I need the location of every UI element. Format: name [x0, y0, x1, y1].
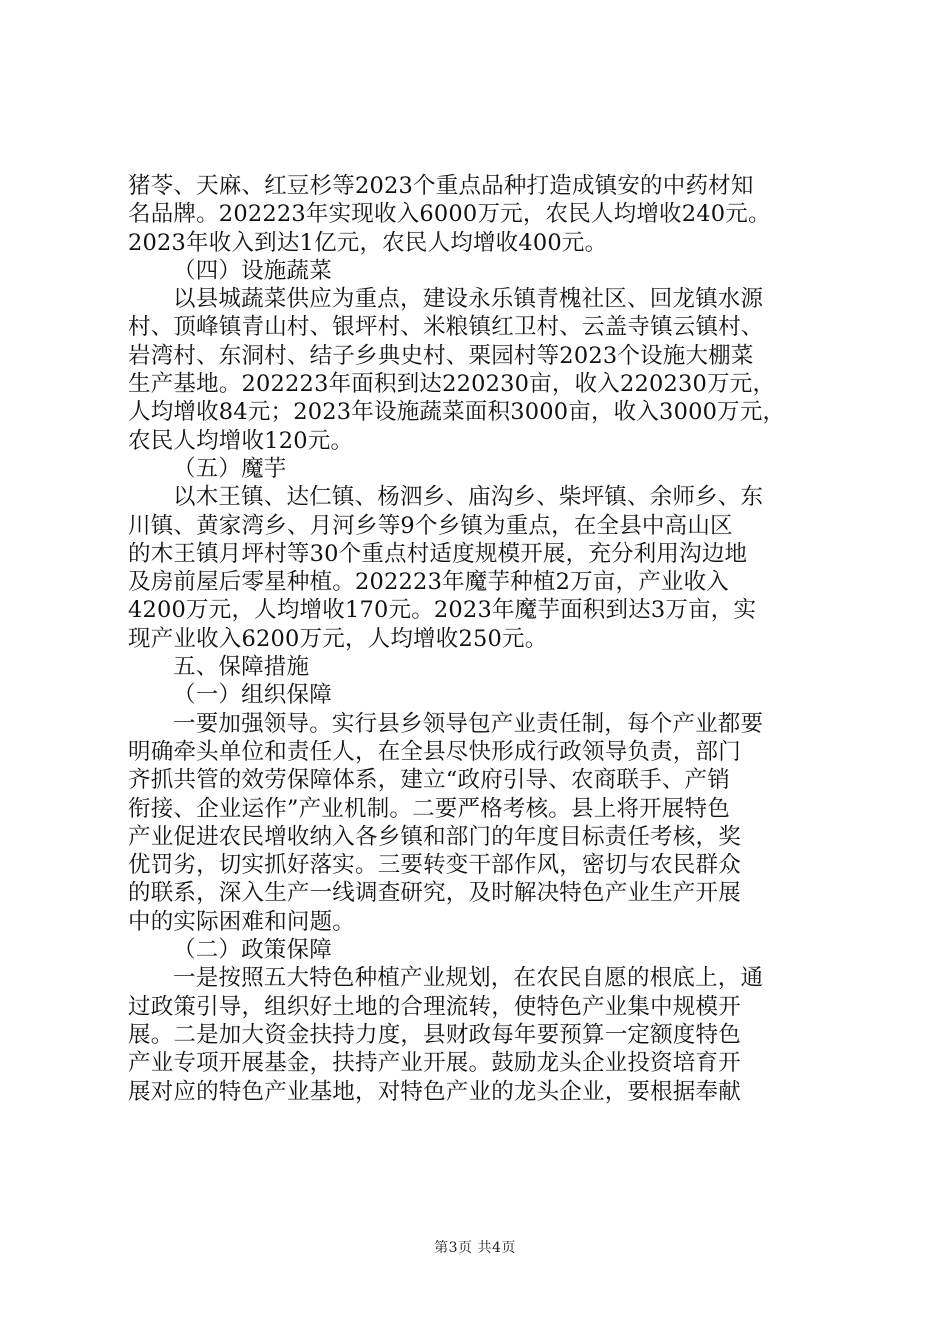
section-heading: （四）设施蔬菜: [173, 257, 332, 284]
section-heading: 五、保障措施: [173, 654, 310, 681]
paragraph-line: 一要加强领导。实行县乡领导包产业责任制，每个产业都要: [173, 710, 764, 737]
paragraph-line: 衔接、企业运作”产业机制。二要严格考核。县上将开展特色: [128, 795, 730, 822]
document-body: [128, 172, 828, 1106]
section-heading: （一）组织保障: [173, 682, 332, 709]
paragraph-line: 展。二是加大资金扶持力度，县财政每年要预算一定额度特色: [128, 1021, 741, 1048]
paragraph-line: 农民人均增收120元。: [128, 427, 354, 454]
paragraph-line: 2023年收入到达1亿元，农民人均增收400元。: [128, 229, 608, 256]
paragraph-line: 中的实际困难和问题。: [128, 908, 356, 935]
paragraph-line: 4200万元，人均增收170元。2023年魔芋面积到达3万亩，实: [128, 597, 757, 624]
paragraph-line: 名品牌。202223年实现收入6000万元，农民人均增收240元。: [128, 201, 771, 228]
paragraph-line: 产业专项开展基金，扶持产业开展。鼓励龙头企业投资培育开: [128, 1050, 741, 1077]
paragraph-line: 生产基地。202223年面积到达220230亩，收入220230万元，: [128, 371, 776, 398]
paragraph-line: 猪苓、天麻、红豆杉等2023个重点品种打造成镇安的中药材知: [128, 173, 754, 199]
paragraph-line: 明确牵头单位和责任人，在全县尽快形成行政领导负责，部门: [128, 738, 741, 765]
paragraph-line: 齐抓共管的效劳保障体系，建立“政府引导、农商联手、产销: [128, 767, 730, 794]
paragraph-line: 的联系，深入生产一线调查研究，及时解决特色产业生产开展: [128, 880, 741, 907]
paragraph-line: 以县城蔬菜供应为重点，建设永乐镇青槐社区、回龙镇水源: [173, 286, 764, 313]
paragraph-line: 村、顶峰镇青山村、银坪村、米粮镇红卫村、云盖寺镇云镇村、: [128, 314, 764, 341]
paragraph-line: 优罚劣，切实抓好落实。三要转变干部作风，密切与农民群众: [128, 852, 741, 879]
section-heading: （二）政策保障: [173, 937, 332, 964]
paragraph-line: 人均增收84元；2023年设施蔬菜面积3000亩，收入3000万元，: [128, 399, 786, 426]
paragraph-line: 一是按照五大特色种植产业规划，在农民自愿的根底上，通: [173, 965, 764, 992]
paragraph-line: 的木王镇月坪村等30个重点村适度规模开展，充分利用沟边地: [128, 540, 748, 567]
section-heading: （五）魔芋: [173, 455, 287, 482]
paragraph-line: 产业促进农民增收纳入各乡镇和部门的年度目标责任考核，奖: [128, 823, 741, 850]
paragraph-line: 现产业收入6200万元，人均增收250元。: [128, 625, 548, 652]
paragraph-line: 以木王镇、达仁镇、杨泗乡、庙沟乡、柴坪镇、余师乡、东: [173, 484, 764, 511]
paragraph-line: 展对应的特色产业基地，对特色产业的龙头企业，要根据奉献: [128, 1078, 741, 1105]
paragraph-line: 及房前屋后零星种植。202223年魔芋种植2万亩，产业收入: [128, 569, 730, 596]
paragraph-line: 川镇、黄家湾乡、月河乡等9个乡镇为重点，在全县中高山区: [128, 512, 733, 539]
paragraph-line: 过政策引导，组织好土地的合理流转，使特色产业集中规模开: [128, 993, 741, 1020]
page-number: 第3页 共4页: [434, 1240, 516, 1256]
paragraph-line: 岩湾村、东洞村、结子乡典史村、栗园村等2023个设施大棚菜: [128, 342, 754, 369]
